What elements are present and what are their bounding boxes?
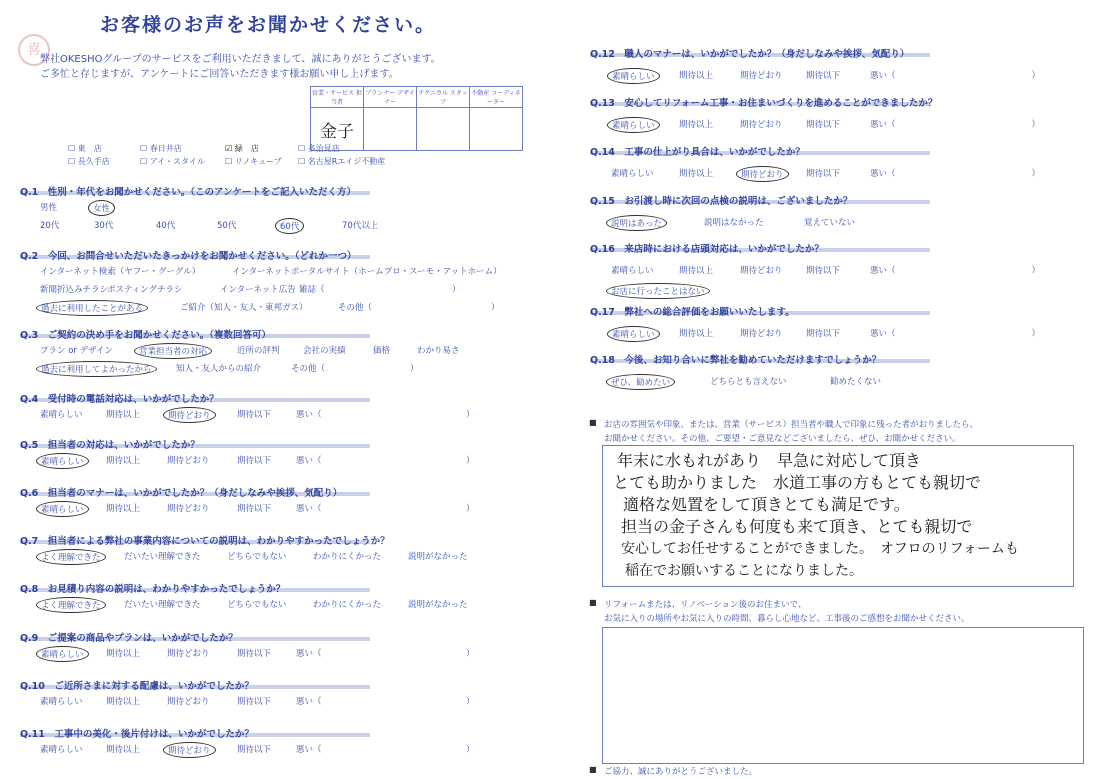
store-checkbox[interactable]: ☐ 多治見店 (298, 144, 340, 153)
answer-option[interactable]: 60代 (275, 218, 304, 234)
answer-option[interactable]: ご紹介（知人・友人・東邦ガス） (180, 303, 308, 313)
answer-option[interactable]: 悪い（ ） (296, 697, 475, 707)
question-heading: Q.8 お見積り内容の説明は、わかりやすかったでしょうか？ (20, 584, 286, 595)
answer-option[interactable]: 過去に利用したことがある (36, 300, 148, 316)
answer-option[interactable]: 期待以上 (679, 120, 714, 130)
answer-option[interactable]: 説明がなかった (408, 600, 468, 610)
comment1-prompt-1: お店の雰囲気や印象。または、営業（サービス）担当者や職人で印象に残った者がおりましたら、 (604, 420, 979, 430)
answer-option[interactable]: だいたい理解できた (124, 600, 201, 610)
answer-option[interactable]: 期待以上 (106, 649, 141, 659)
answer-option[interactable]: 期待どおり (736, 166, 789, 182)
answer-option[interactable]: 期待どおり (167, 504, 210, 514)
answer-option[interactable]: 期待以上 (679, 266, 714, 276)
handwritten-line: とても助かりました 水道工事の方もとても親切で (613, 473, 982, 492)
answer-option[interactable]: 悪い（ ） (870, 169, 1041, 179)
answer-option[interactable]: 説明がなかった (408, 552, 468, 562)
answer-option[interactable]: わかりにくかった (313, 600, 382, 610)
store-checkbox[interactable]: ☐ 春日井店 (140, 144, 182, 153)
store-label: 名古屋Rエイジ不動産 (307, 157, 386, 166)
answer-option[interactable]: 50代 (217, 221, 237, 231)
answer-option[interactable]: 期待どおり (740, 120, 783, 130)
staff-realestate-value[interactable] (470, 108, 523, 151)
answer-option[interactable]: 素晴らしい (40, 410, 83, 420)
answer-option[interactable]: 男性 (40, 203, 58, 213)
answer-option[interactable]: 素晴らしい (36, 646, 89, 662)
question-heading: Q.6 担当者のマナーは、いかがでしたか？（身だしなみや挨拶、気配り） (20, 488, 343, 499)
company-stamp: 喜 (18, 34, 50, 66)
comment2-prompt-2: お気に入りの場所やお気に入りの時間、暮らし心地など、工事後のご感想をお聞かせください。 (604, 614, 970, 624)
staff-planner-value[interactable] (364, 108, 417, 151)
answer-option[interactable]: どちらでもない (227, 600, 287, 610)
answer-option[interactable]: 価格 (373, 346, 391, 356)
answer-option[interactable]: インターネットポータルサイト（ホームプロ・スーモ・アットホーム） (232, 267, 502, 277)
staff-header: 営業・サービス 担当者 (311, 87, 364, 108)
staff-table (307, 86, 523, 153)
question-heading: Q.2 今回、お問合せいただいたきっかけをお聞かせください。（どれか一つ） (20, 251, 357, 262)
question-heading: Q.13 安心してリフォーム工事・お住まいづくりを進めることができましたか？ (590, 98, 938, 109)
answer-option[interactable]: どちらとも言えない (710, 377, 787, 387)
answer-option[interactable]: どちらでもない (227, 552, 287, 562)
answer-option[interactable]: 期待以上 (106, 410, 141, 420)
answer-option[interactable]: 素晴らしい (611, 169, 654, 179)
store-label: 春日井店 (149, 144, 182, 153)
answer-option[interactable]: 期待どおり (163, 407, 216, 423)
bullet-square: ■ (589, 598, 597, 607)
answer-option[interactable]: 会社の実績 (303, 346, 346, 356)
question-heading: Q.17 弊社への総合評価をお願いいたします。 (590, 307, 795, 318)
answer-option[interactable]: 30代 (94, 221, 114, 231)
answer-option[interactable]: 40代 (156, 221, 176, 231)
answer-option[interactable]: 期待以下 (806, 71, 841, 81)
question-heading: Q.18 今後、お知り合いに弊社を勧めていただけますでしょうか？ (590, 355, 882, 366)
staff-header: プランナー デザイナー (364, 87, 417, 108)
handwritten-line: 安心してお任せすることができました。 オフロのリフォームも (621, 541, 1019, 557)
answer-option[interactable]: よく理解できた (36, 597, 106, 613)
store-checkbox[interactable]: ☐ 東 店 (68, 144, 102, 153)
question-heading: Q.15 お引渡し時に次回の点検の説明は、ございましたか？ (590, 196, 853, 207)
store-label: 長久手店 (77, 157, 110, 166)
answer-option[interactable]: 期待以下 (237, 745, 272, 755)
answer-option[interactable]: 悪い（ ） (296, 410, 475, 420)
answer-option[interactable]: 期待どおり (740, 71, 783, 81)
answer-option[interactable]: 営業担当者の対応 (134, 343, 212, 359)
answer-option[interactable]: 期待以上 (106, 697, 141, 707)
answer-option[interactable]: 期待どおり (740, 329, 783, 339)
comment2-prompt-1: リフォームまたは、リノベーション後のお住まいで、 (604, 600, 807, 610)
answer-option[interactable]: 期待以下 (237, 504, 272, 514)
answer-option[interactable]: 悪い（ ） (870, 71, 1041, 81)
answer-option[interactable]: 素晴らしい (36, 453, 89, 469)
answer-option[interactable]: わかり易さ (417, 346, 460, 356)
answer-option[interactable]: 期待以下 (237, 649, 272, 659)
answer-option[interactable]: 素晴らしい (611, 266, 654, 276)
answer-option[interactable]: 新聞折込みチラシ (40, 285, 109, 295)
store-checkbox[interactable]: ☐ リノキューブ (225, 157, 282, 166)
answer-option[interactable]: 悪い（ ） (296, 504, 475, 514)
answer-option[interactable]: 期待どおり (740, 266, 783, 276)
store-label: アイ・スタイル (149, 157, 205, 166)
answer-option[interactable]: 期待以下 (806, 169, 841, 179)
answer-option[interactable]: 期待以上 (106, 456, 141, 466)
bullet-square: ■ (589, 765, 597, 774)
answer-option[interactable]: 過去に利用してよかったから (36, 361, 157, 377)
comment1-prompt-2: お聞かせください。その他、ご要望・ご意見などございましたら、ぜひ、お聞かせください。 (604, 434, 961, 444)
question-heading: Q.14 工事の仕上がり具合は、いかがでしたか？ (590, 147, 805, 158)
answer-option[interactable]: 説明はあった (606, 215, 667, 231)
handwritten-line: 稲在でお願いすることになりました。 (625, 563, 863, 579)
answer-option[interactable]: 素晴らしい (607, 117, 660, 133)
question-heading: Q.1 性別・年代をお聞かせください。（このアンケートをご記入いただく方） (20, 187, 356, 198)
answer-option[interactable]: 期待以下 (237, 697, 272, 707)
answer-option[interactable]: ぜひ、勧めたい (606, 374, 675, 390)
answer-option[interactable]: 悪い（ ） (870, 266, 1041, 276)
answer-option[interactable]: 覚えていない (804, 218, 856, 228)
question-heading: Q.3 ご契約の決め手をお聞かせください。（複数回答可） (20, 330, 272, 341)
answer-option[interactable]: 期待以上 (679, 169, 714, 179)
handwritten-line: 年末に水もれがあり 早急に対応して頂き (617, 451, 922, 470)
answer-option[interactable]: 悪い（ ） (870, 120, 1041, 130)
answer-option[interactable]: 20代 (40, 221, 60, 231)
question-heading: Q.4 受付時の電話対応は、いかがでしたか？ (20, 394, 219, 405)
answer-option[interactable]: 説明はなかった (704, 218, 764, 228)
answer-option[interactable]: お店に行ったことはない (606, 283, 710, 299)
question-heading: Q.12 職人のマナーは、いかがでしたか？（身だしなみや挨拶、気配り） (590, 49, 910, 60)
intro-line-2: ご多忙と存じますが、アンケートにご回答いただきます様お願い申し上げます。 (40, 69, 399, 80)
intro-line-1: 弊社OKESHOグループのサービスをご利用いただきまして、誠にありがとうございます。 (40, 54, 441, 65)
answer-option[interactable]: 期待どおり (167, 456, 210, 466)
handwritten-line: 適格な処置をして頂きとても満足です。 (623, 495, 910, 514)
store-checkbox-checked[interactable]: ☑ 緑 店 (225, 144, 259, 153)
answer-option[interactable]: 期待以下 (237, 456, 272, 466)
question-heading: Q.11 工事中の美化・後片付けは、いかがでしたか？ (20, 729, 254, 740)
question-heading: Q.10 ご近所さまに対する配慮は、いかがでしたか？ (20, 681, 254, 692)
answer-option[interactable]: 期待以下 (237, 410, 272, 420)
page-title: お客様のお声をお聞かせください。 (100, 14, 437, 36)
answer-option[interactable]: 期待どおり (163, 742, 216, 758)
answer-option[interactable]: プラン or デザイン (40, 346, 114, 356)
answer-option[interactable]: 女性 (88, 200, 115, 216)
store-checkbox[interactable]: ☐ 長久手店 (68, 157, 110, 166)
answer-option[interactable]: わかりにくかった (313, 552, 382, 562)
store-checkbox[interactable]: ☐ 名古屋Rエイジ不動産 (298, 157, 386, 166)
answer-option[interactable]: 悪い（ ） (296, 745, 475, 755)
question-heading: Q.5 担当者の対応は、いかがでしたか？ (20, 440, 200, 451)
handwritten-line: 担当の金子さんも何度も来て頂き、とても親切で (621, 517, 973, 536)
staff-header: 不動産 コーディネーター (470, 87, 523, 108)
question-heading: Q.9 ご提案の商品やプランは、いかがでしたか？ (20, 633, 238, 644)
answer-option[interactable]: 近所の評判 (237, 346, 280, 356)
store-label: リノキューブ (234, 157, 282, 166)
store-label: 東 店 (77, 144, 102, 153)
answer-option[interactable]: 期待どおり (167, 649, 210, 659)
answer-option[interactable]: インターネット検索（ヤフー・グーグル） (40, 267, 201, 277)
bullet-square: ■ (589, 418, 597, 427)
answer-option[interactable]: 素晴らしい (40, 745, 83, 755)
answer-option[interactable]: 70代以上 (342, 221, 379, 231)
footer-thanks: ご協力、誠にありがとうございました。 (604, 767, 758, 777)
question-heading: Q.16 来店時における店頭対応は、いかがでしたか？ (590, 244, 824, 255)
comment1-box[interactable] (602, 445, 1074, 587)
answer-option[interactable]: 悪い（ ） (296, 649, 475, 659)
staff-sales-value[interactable]: 金子 (311, 108, 364, 151)
store-label: 緑 店 (234, 144, 259, 153)
answer-option[interactable]: 悪い（ ） (870, 329, 1041, 339)
comment2-box[interactable] (602, 627, 1084, 764)
answer-option[interactable]: よく理解できた (36, 549, 106, 565)
answer-option[interactable]: ポスティングチラシ (107, 285, 183, 295)
answer-option[interactable]: 期待以下 (806, 266, 841, 276)
answer-option[interactable]: 期待以下 (806, 329, 841, 339)
answer-option[interactable]: 雑誌（ ） (299, 285, 461, 295)
answer-option[interactable]: 知人・友人からの紹介 (176, 364, 262, 374)
answer-option[interactable]: 素晴らしい (36, 501, 89, 517)
answer-option[interactable]: 素晴らしい (607, 326, 660, 342)
answer-option[interactable]: 期待以上 (106, 504, 141, 514)
answer-option[interactable]: その他（ ） (291, 364, 419, 374)
answer-option[interactable]: 期待以下 (806, 120, 841, 130)
store-checkbox[interactable]: ☐ アイ・スタイル (140, 157, 205, 166)
answer-option[interactable]: 悪い（ ） (296, 456, 475, 466)
answer-option[interactable]: 期待以上 (679, 71, 714, 81)
answer-option[interactable]: だいたい理解できた (124, 552, 201, 562)
answer-option[interactable]: 期待どおり (167, 697, 210, 707)
answer-option[interactable]: 素晴らしい (40, 697, 83, 707)
answer-option[interactable]: インターネット広告 (220, 285, 296, 295)
store-label: 多治見店 (307, 144, 340, 153)
staff-technical-value[interactable] (417, 108, 470, 151)
staff-header: テクニカル スタッフ (417, 87, 470, 108)
answer-option[interactable]: 素晴らしい (607, 68, 660, 84)
answer-option[interactable]: 勧めたくない (830, 377, 882, 387)
answer-option[interactable]: 期待以上 (679, 329, 714, 339)
question-heading: Q.7 担当者による弊社の事業内容についての説明は、わかりやすかったでしょうか？ (20, 536, 390, 547)
answer-option[interactable]: その他（ ） (338, 303, 500, 313)
answer-option[interactable]: 期待以上 (106, 745, 141, 755)
